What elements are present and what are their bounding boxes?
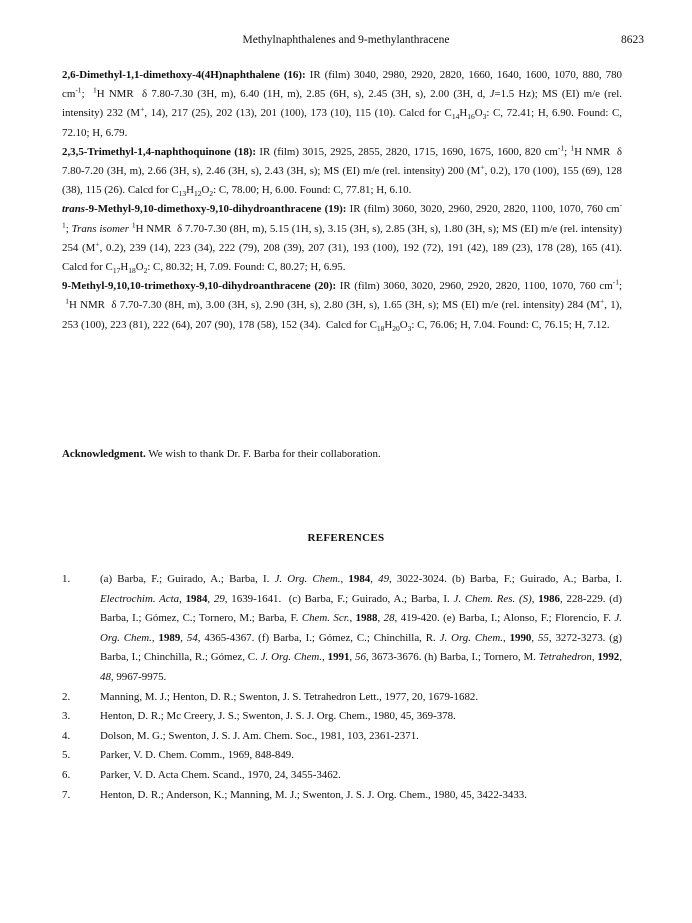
- acknowledgment: [62, 445, 622, 464]
- acknowledgment-label: Acknowledgment.: [62, 448, 146, 460]
- references-list: [62, 570, 622, 805]
- reference-number: 6.: [62, 768, 71, 781]
- reference-text: Henton, D. R.; Anderson, K.; Manning, M. J.; Swenton, J. S. J. Org. Chem., 1980, 45, 3422-3433.: [100, 788, 527, 801]
- reference-text: Henton, D. R.; Mc Creery, J. S.; Swenton, J. S. J. Org. Chem., 1980, 45, 369-378.: [100, 710, 456, 723]
- reference-item: [62, 766, 622, 786]
- reference-text: (a) Barba, F.; Guirado, A.; Barba, I. J. Org. Chem., 1984, 49, 3022-3024. (b) Barba, F.; Guirado, A.; Barba, I. Electrochim. Acta, 1984, 29, 1639-1641. (c) Barba, F.; Guirado, A.; Barba, I. J. Chem. Res. (S), 1986, 228-229. (d) Barba, I.; Gómez, C.; Tornero, M.; Barba, F. Chem. Scr., 1988, 28, 419-420. (e) Barba, I.; Alonso, F.; Florencio, F. J. Org. Chem., 1989, 54, 4365-4367. (f) Barba, I.; Gómez, C.; Chinchilla, R. J. Org. Chem., 1990, 55, 3272-3273. (g) Barba, I.; Chinchilla, R.; Gómez, C. J. Org. Chem., 1991, 56, 3673-3676. (h) Barba, I.; Tornero, M. Tetrahedron, 1992, 48, 9967-9975.: [100, 573, 623, 683]
- compound-18-paragraph: 2,3,5-Trimethyl-1,4-naphthoquinone (18): IR (film) 3015, 2925, 2855, 2820, 1715, 1690, 1675, 1600, 820 $cm^{-1}$; $^1$H NMR δ 7.80-7.20 (3H, m), 2.66 (3H, s), 2.46 (3H, s), 2.43 (3H, s); MS (EI) m/e (rel. intensity) 200 (M+, 0.2), 170 (100), 155 (69), 128 (38), 115 (26). Calcd for $C_{13}H_{12}O_2$: C, 78.00; H, 6.00. Found: C, 77.81; H, 6.10.: [62, 143, 623, 199]
- reference-number: 1.: [62, 573, 71, 585]
- reference-item: [62, 727, 622, 747]
- acknowledgment-text: We wish to thank Dr. F. Barba for their collaboration.: [145, 448, 381, 460]
- compound-16-paragraph: 2,6-Dimethyl-1,1-dimethoxy-4(4H)naphthalene (16): IR (film) 3040, 2980, 2920, 2820, 1660, 1640, 1600, 1070, 880, 780 $cm^{-1}$; $^1$H NMR δ 7.80-7.30 (3H, m), 6.40 (1H, m), 2.85 (6H, s), 2.45 (3H, s), 2.00 (3H, d, J=1.5 Hz); MS (EI) m/e (rel. intensity) 232 (M+, 14), 217 (25), 202 (13), 201 (100), 173 (10), 115 (10). Calcd for $C_{14}H_{16}O_3$: C, 72.41; H, 6.90. Found: C, 72.10; H, 6.79.: [62, 69, 622, 139]
- reference-text: Parker, V. D. Acta Chem. Scand., 1970, 24, 3455-3462.: [100, 768, 341, 781]
- reference-item: [62, 688, 622, 708]
- reference-text: Manning, M. J.; Henton, D. R.; Swenton, J. S. Tetrahedron Lett., 1977, 20, 1679-1682.: [100, 690, 479, 703]
- compound-19-paragraph: trans-9-Methyl-9,10-dimethoxy-9,10-dihydroanthracene (19): IR (film) 3060, 3020, 2960, 2920, 2820, 1100, 1070, 760 $cm^{-1}$; Trans isomer $^1$H NMR δ 7.70-7.30 (8H, m), 5.15 (1H, s), 3.15 (3H, s), 2.85 (3H, s), 1.80 (3H, s); MS (EI) m/e (rel. intensity) 254 (M+, 0.2), 239 (14), 223 (34), 222 (79), 208 (39), 207 (31), 193 (100), 192 (72), 191 (42), 189 (23), 178 (28), 165 (41). Calcd for $C_{17}H_{18}O_2$: C, 80.32; H, 7.09. Found: C, 80.27; H, 6.95.: [62, 200, 623, 276]
- reference-number: 7.: [62, 788, 71, 801]
- reference-number: 4.: [62, 729, 71, 742]
- reference-item: [62, 746, 622, 766]
- experimental-section: [62, 66, 622, 335]
- reference-number: 5.: [62, 749, 71, 762]
- page-number: 8623: [621, 34, 644, 46]
- reference-item: [62, 707, 622, 727]
- page-header: [0, 34, 692, 50]
- running-title: Methylnaphthalenes and 9-methylanthracene: [242, 34, 450, 46]
- reference-text: Parker, V. D. Chem. Comm., 1969, 848-849.: [100, 749, 294, 762]
- references-heading: REFERENCES: [307, 532, 385, 544]
- reference-item: [62, 570, 622, 688]
- reference-item: [62, 786, 622, 806]
- reference-text: Dolson, M. G.; Swenton, J. S. J. Am. Chem. Soc., 1981, 103, 2361-2371.: [100, 729, 419, 742]
- reference-number: 3.: [62, 710, 71, 723]
- reference-number: 2.: [62, 690, 71, 703]
- compound-20-paragraph: 9-Methyl-9,10,10-trimethoxy-9,10-dihydroanthracene (20): IR (film) 3060, 3020, 2960, 2920, 2820, 1100, 1070, 760 $cm^{-1}$; $^1$H NMR δ 7.70-7.30 (8H, m), 3.00 (3H, s), 2.90 (3H, s), 2.80 (3H, s), 1.65 (3H, s); MS (EI) m/e (rel. intensity) 284 (M+, 1), 253 (100), 223 (81), 222 (64), 207 (90), 178 (58), 152 (34). Calcd for $C_{18}H_{20}O_3$: C, 76.06; H, 7.04. Found: C, 76.15; H, 7.12.: [62, 277, 622, 333]
